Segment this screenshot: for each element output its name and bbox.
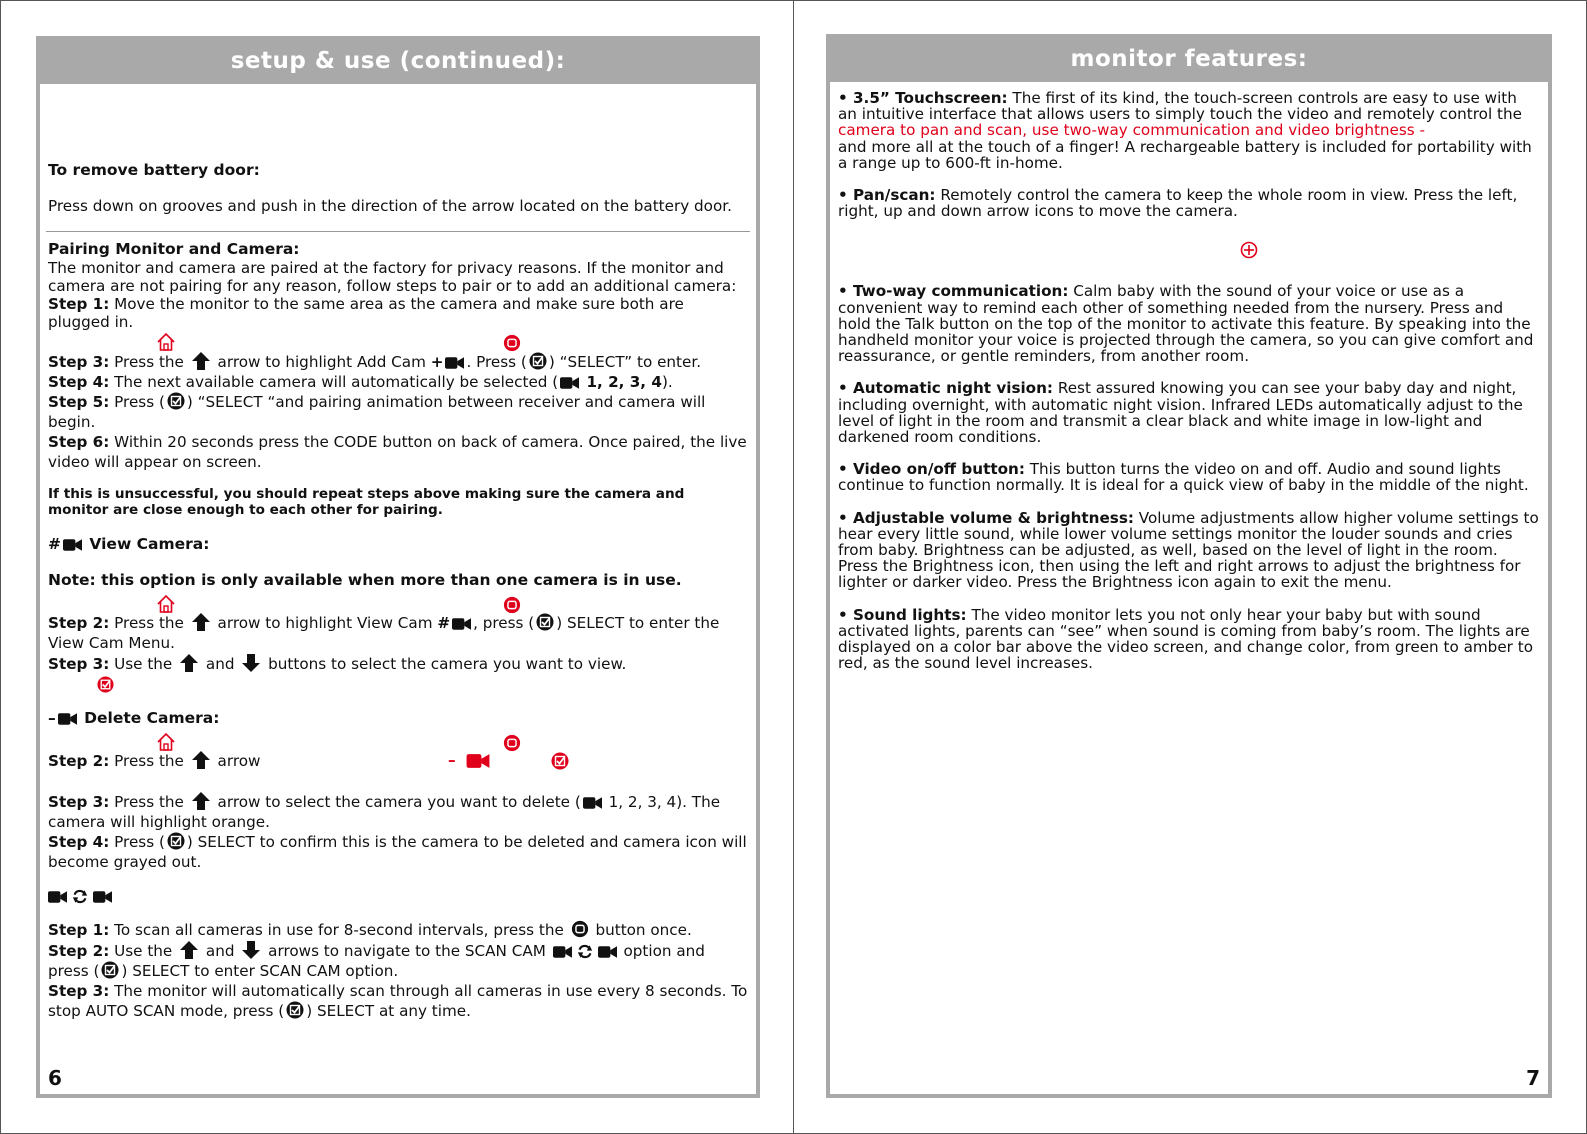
camera-icon [48, 890, 67, 904]
crosshair-icon [1240, 241, 1258, 259]
view-step-1-icons [48, 590, 748, 612]
page-number: 7 [1526, 1066, 1540, 1090]
pairing-step-3: Step 3: Press the arrow to highlight Add Cam + . Press ( ) “SELECT” to enter. [48, 353, 702, 371]
select-check-icon [97, 676, 114, 693]
feature-two-way-communication: • Two-way communication: Calm baby with the sound of your voice or use as a convenient way to remind each other of something needed from the nursery. Press and hold the Talk button on the top of the monitor to activate this feature. By speaking into the handheld monitor your voice is projected through the camera, so you can give comfort and reassurance, or gentle reminders, from another room. [838, 282, 1534, 366]
view-step-3: Step 3: Use the and buttons to select the camera you want to view. [48, 655, 627, 673]
feature-volume-brightness: • Adjustable volume & brightness: Volume adjustments allow higher volume settings to hear every little sound, while lower volume settings monitor the louder sounds and cries from baby. Brightness can be adjusted, as well, based on the level of light in the room. Press the Brightness icon, then using the left and right arrows to adjust the brightness for lighter or darker video. Press the Brightness icon again to exit the menu. [838, 508, 1539, 592]
menu-button-icon [571, 920, 589, 938]
up-arrow-icon [179, 940, 199, 960]
home-icon [156, 732, 176, 752]
pairing-step-2-icons [48, 331, 748, 351]
up-arrow-icon [191, 351, 211, 371]
delete-step-4: Step 4: Press ( ) SELECT to confirm this is the camera to be deleted and camera icon will become grayed out. [48, 833, 747, 871]
right-page-panel [826, 34, 1552, 1098]
select-check-icon [551, 752, 569, 770]
camera-icon [553, 945, 572, 959]
feature-sound-lights: • Sound lights: The video monitor lets you not only hear your baby but with sound activated lights, parents can “see” when sound is coming from baby’s room. The lights are displayed on a color bar above the video screen, and change color, from green to amber to red, as the sound level increases. [838, 605, 1533, 673]
feature-video-on-off: • Video on/off button: This button turns the video on and off. Audio and sound lights continue to function normally. It is ideal for a quick view of baby in the middle of the night. [838, 460, 1529, 495]
pairing-step-1: Step 1: Move the monitor to the same area as the camera and make sure both are plugged in. [48, 295, 684, 331]
select-check-icon [101, 961, 119, 979]
pairing-step-5: Step 5: Press ( ) “SELECT “and pairing animation between receiver and camera will begin. [48, 393, 706, 431]
view-step-4-icons [48, 674, 748, 694]
pan-scan-icon-area [838, 219, 1540, 283]
scan-camera-heading [48, 886, 748, 906]
camera-icon [466, 753, 490, 769]
left-page-header: setup & use (continued): [40, 40, 756, 84]
minus-icon: – [48, 709, 56, 727]
camera-icon [445, 356, 464, 370]
menu-button-icon [503, 596, 521, 614]
camera-icon [452, 617, 471, 631]
minus-icon: – [448, 751, 456, 769]
camera-icon [583, 796, 602, 810]
pairing-intro: The monitor and camera are paired at the factory for privacy reasons. If the monitor and camera are not pairing for any reason, follow steps to pair or to add an additional camera: [48, 259, 737, 295]
home-icon [156, 332, 176, 352]
select-check-icon [286, 1001, 304, 1019]
delete-step-2: Step 2: Press the arrow – [48, 750, 748, 771]
up-arrow-icon [191, 791, 211, 811]
delete-step-3: Step 3: Press the arrow to select the camera you want to delete ( 1, 2, 3, 4). The camera will highlight orange. [48, 793, 721, 831]
down-arrow-icon [241, 653, 261, 673]
scan-step-3: Step 3: The monitor will automatically scan through all cameras in use every 8 seconds. To stop AUTO SCAN mode, press ( ) SELECT at any time. [48, 982, 748, 1020]
select-check-icon [529, 352, 547, 370]
down-arrow-icon [241, 940, 261, 960]
delete-camera-heading: – Delete Camera: [48, 709, 220, 727]
section-divider [46, 231, 750, 232]
touchscreen-highlight: camera to pan and scan, use two-way communication and video brightness - [838, 121, 1426, 140]
page-number: 6 [48, 1066, 62, 1090]
scan-refresh-icon [71, 889, 89, 904]
select-check-icon [167, 832, 185, 850]
select-check-icon [167, 392, 185, 410]
battery-door-text: Press down on grooves and push in the direction of the arrow located on the battery door. [48, 197, 732, 215]
up-arrow-icon [191, 750, 211, 770]
select-check-icon [536, 613, 554, 631]
scan-step-1: Step 1: To scan all cameras in use for 8-second intervals, press the button once. [48, 921, 692, 939]
camera-icon [598, 945, 617, 959]
camera-icon [93, 890, 112, 904]
camera-icon [58, 712, 77, 726]
camera-icon [560, 376, 579, 390]
view-camera-heading: # View Camera: [48, 535, 210, 553]
delete-step-1-icons [48, 728, 748, 750]
left-page-content [48, 160, 748, 1021]
pairing-heading: Pairing Monitor and Camera: [48, 240, 300, 258]
page-fold [793, 1, 794, 1134]
pairing-warning: If this is unsuccessful, you should repeat steps above making sure the camera and monitor are close enough to each other for pairing. [48, 486, 685, 518]
add-icon: + [430, 353, 444, 371]
view-camera-note: Note: this option is only available when more than one camera is in use. [48, 571, 682, 589]
battery-door-heading: To remove battery door: [48, 161, 260, 179]
pairing-step-6: Step 6: Within 20 seconds press the CODE button on back of camera. Once paired, the live video will appear on screen. [48, 433, 747, 471]
right-page-header: monitor features: [830, 38, 1548, 82]
home-icon [156, 594, 176, 614]
feature-touchscreen: • 3.5” Touchscreen: The first of its kind, the touch-screen controls are easy to use with an intuitive interface that allows users to simply touch the video and remotely control the camera to pan and scan, use two-way communication and video brightness - and more all at the touch of a finger! A rechargeable battery is included for portability with a range up to 600-ft in-home. [838, 89, 1532, 172]
left-page-panel [36, 36, 760, 1098]
scan-step-2: Step 2: Use the and arrows to navigate to the SCAN CAM option and press ( ) SELECT to enter SCAN CAM option. [48, 942, 705, 980]
camera-icon [63, 538, 82, 552]
scan-refresh-icon [576, 944, 594, 959]
up-arrow-icon [191, 612, 211, 632]
feature-pan-scan: • Pan/scan: Remotely control the camera to keep the whole room in view. Press the left, right, up and down arrow icons to move the camera. [838, 186, 1518, 221]
feature-night-vision: • Automatic night vision: Rest assured knowing you can see your baby day and night, including overnight, with automatic night vision. Infrared LEDs automatically adjust to the level of light in the room and transmit a clear black and white image in low-light and darkened room conditions. [838, 379, 1523, 447]
menu-button-icon [503, 334, 521, 352]
view-step-2: Step 2: Press the arrow to highlight View Cam # , press ( ) SELECT to enter the View Cam Menu. [48, 614, 720, 652]
right-page-content [838, 90, 1540, 671]
up-arrow-icon [179, 653, 199, 673]
pairing-step-4: Step 4: The next available camera will automatically be selected ( 1, 2, 3, 4). [48, 373, 673, 391]
